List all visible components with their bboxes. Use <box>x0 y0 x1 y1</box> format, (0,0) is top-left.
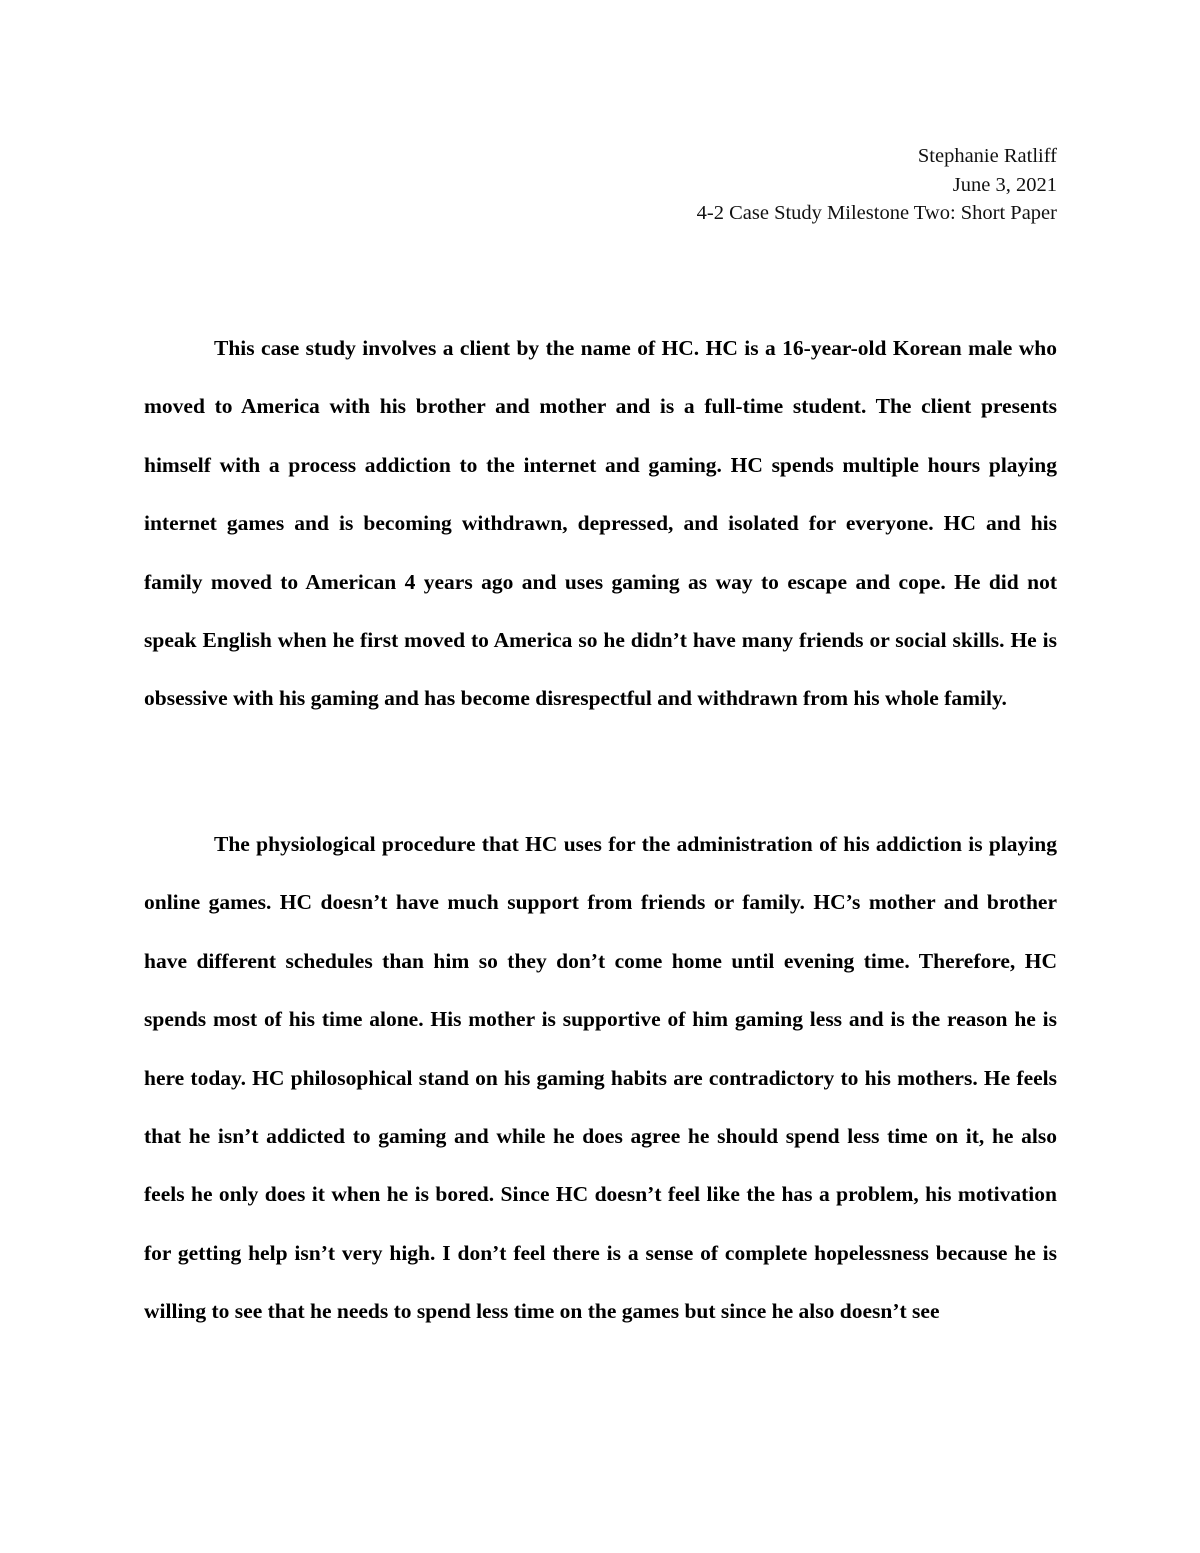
author-name: Stephanie Ratliff <box>917 145 1057 167</box>
paragraph-2: The physiological procedure that HC uses for the administration of his addiction is playing online games. HC doesn’t have much support from friends or family. HC’s mother and brother have different schedules than him so they don’t come home until evening time. Therefore, HC spends most of his time alone. His mother is supportive of him gaming less and is the reason he is here today. HC philosophical stand on his gaming habits are contradictory to his mothers. He feels that he isn’t addicted to gaming and while he does agree he should spend less time on it, he also feels he only does it when he is bored. Since HC doesn’t feel like the has a problem, his motivation for getting help isn’t very high. I don’t feel there is a sense of complete hopelessness because he is willing to see that he needs to spend less time on the games but since he also doesn’t see <box>144 832 1057 1324</box>
paragraph-2-block <box>144 815 1057 1341</box>
paragraph-1: This case study involves a client by the name of HC. HC is a 16-year-old Korean male who moved to America with his brother and mother and is a full-time student. The client presents himself with a process addiction to the internet and gaming. HC spends multiple hours playing internet games and is becoming withdrawn, depressed, and isolated for everyone. HC and his family moved to American 4 years ago and uses gaming as way to escape and cope. He did not speak English when he first moved to America so he didn’t have many friends or social skills. He is obsessive with his gaming and has become disrespectful and withdrawn from his whole family. <box>144 336 1057 711</box>
document-date: June 3, 2021 <box>952 173 1057 196</box>
paragraph-1-block <box>144 319 1057 728</box>
assignment-title: 4-2 Case Study Milestone Two: Short Paper <box>696 202 1057 224</box>
document-header <box>697 142 1057 228</box>
